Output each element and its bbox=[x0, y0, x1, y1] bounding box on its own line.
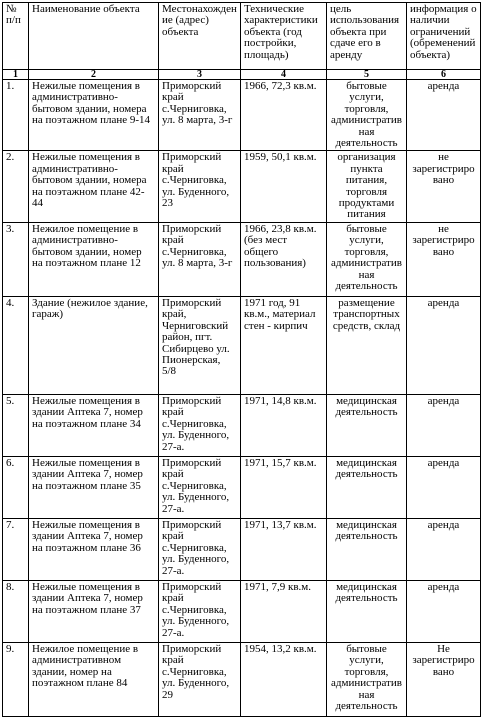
row-info-cell: аренда bbox=[407, 394, 481, 456]
row-name-cell: Нежилые помещения в здании Аптека 7, номер на поэтажном плане 37 bbox=[29, 580, 159, 642]
row-num-cell: 4. bbox=[3, 296, 29, 394]
column-number: 1 bbox=[3, 70, 29, 80]
row-num-cell: 3. bbox=[3, 222, 29, 296]
row-tech-cell: 1971, 7,9 кв.м. bbox=[241, 580, 327, 642]
row-purpose-cell: бытовые услуги, торговля, административная деятельность bbox=[327, 642, 407, 716]
row-tech-cell: 1966, 23,8 кв.м. (без мест общего пользования) bbox=[241, 222, 327, 296]
column-number: 5 bbox=[327, 70, 407, 80]
row-purpose-cell: организация пункта питания, торговля продуктами питания bbox=[327, 151, 407, 222]
row-name-cell: Нежилые помещения в административно-бытовом здании, номера на поэтажном плане 9-14 bbox=[29, 80, 159, 151]
row-address-cell: Приморский край с.Черниговка, ул. Буденного, 27-а. bbox=[159, 518, 241, 580]
row-address-cell: Приморский край с.Черниговка, ул. Буденного, 27-а. bbox=[159, 456, 241, 518]
row-num-cell: 9. bbox=[3, 642, 29, 716]
row-purpose-cell: бытовые услуги, торговля, административная деятельность bbox=[327, 80, 407, 151]
row-purpose-cell: медицинская деятельность bbox=[327, 456, 407, 518]
table-row bbox=[3, 222, 481, 296]
header-tech: Технические характеристики объекта (год постройки, площадь) bbox=[241, 3, 327, 70]
row-purpose-cell: бытовые услуги, торговля, административная деятельность bbox=[327, 222, 407, 296]
row-info-cell: аренда bbox=[407, 518, 481, 580]
row-num-cell: 7. bbox=[3, 518, 29, 580]
header-row bbox=[3, 3, 481, 70]
header-num: № п/п bbox=[3, 3, 29, 70]
column-number: 2 bbox=[29, 70, 159, 80]
row-address-cell: Приморский край с.Черниговка, ул. Буденного, 23 bbox=[159, 151, 241, 222]
row-tech-cell: 1971, 14,8 кв.м. bbox=[241, 394, 327, 456]
table-row bbox=[3, 518, 481, 580]
row-num-cell: 8. bbox=[3, 580, 29, 642]
column-number: 4 bbox=[241, 70, 327, 80]
row-tech-cell: 1971 год, 91 кв.м., материал стен - кирпич bbox=[241, 296, 327, 394]
row-info-cell: Не зарегистрировано bbox=[407, 642, 481, 716]
row-purpose-cell: размещение транспортных средств, склад bbox=[327, 296, 407, 394]
row-tech-cell: 1971, 13,7 кв.м. bbox=[241, 518, 327, 580]
row-address-cell: Приморский край с.Черниговка, ул. Буденного, 29 bbox=[159, 642, 241, 716]
row-purpose-cell: медицинская деятельность bbox=[327, 394, 407, 456]
row-info-cell: не зарегистрировано bbox=[407, 151, 481, 222]
row-name-cell: Нежилые помещения в здании Аптека 7, номер на поэтажном плане 34 bbox=[29, 394, 159, 456]
header-info: информация о наличии ограничений (обременений объекта) bbox=[407, 3, 481, 70]
row-info-cell: аренда bbox=[407, 580, 481, 642]
table-row bbox=[3, 456, 481, 518]
row-num-cell: 1. bbox=[3, 80, 29, 151]
row-name-cell: Здание (нежилое здание, гараж) bbox=[29, 296, 159, 394]
row-name-cell: Нежилые помещения в здании Аптека 7, номер на поэтажном плане 35 bbox=[29, 456, 159, 518]
row-num-cell: 5. bbox=[3, 394, 29, 456]
table-row bbox=[3, 394, 481, 456]
table-row bbox=[3, 642, 481, 716]
row-address-cell: Приморский край с.Черниговка, ул. 8 марта, 3-г bbox=[159, 222, 241, 296]
row-purpose-cell: медицинская деятельность bbox=[327, 518, 407, 580]
row-num-cell: 6. bbox=[3, 456, 29, 518]
row-name-cell: Нежилые помещения в административно-бытовом здании, номера на поэтажном плане 42-44 bbox=[29, 151, 159, 222]
row-address-cell: Приморский край с.Черниговка, ул. Буденного, 27-а. bbox=[159, 394, 241, 456]
column-numbers-row bbox=[3, 70, 481, 80]
column-number: 3 bbox=[159, 70, 241, 80]
row-tech-cell: 1959, 50,1 кв.м. bbox=[241, 151, 327, 222]
row-num-cell: 2. bbox=[3, 151, 29, 222]
table-row bbox=[3, 151, 481, 222]
property-table bbox=[2, 2, 481, 717]
header-purpose: цель использования объекта при сдаче его в аренду bbox=[327, 3, 407, 70]
row-address-cell: Приморский край с.Черниговка, ул. Буденного, 27-а. bbox=[159, 580, 241, 642]
table-row bbox=[3, 80, 481, 151]
table-row bbox=[3, 296, 481, 394]
row-tech-cell: 1971, 15,7 кв.м. bbox=[241, 456, 327, 518]
row-address-cell: Приморский край с.Черниговка, ул. 8 марта, 3-г bbox=[159, 80, 241, 151]
row-purpose-cell: медицинская деятельность bbox=[327, 580, 407, 642]
row-info-cell: не зарегистрировано bbox=[407, 222, 481, 296]
row-info-cell: аренда bbox=[407, 80, 481, 151]
row-name-cell: Нежилое помещение в административном здании, номер на поэтажном плане 84 bbox=[29, 642, 159, 716]
header-address: Местонахождение (адрес) объекта bbox=[159, 3, 241, 70]
row-tech-cell: 1954, 13,2 кв.м. bbox=[241, 642, 327, 716]
table-row bbox=[3, 580, 481, 642]
row-info-cell: аренда bbox=[407, 456, 481, 518]
column-number: 6 bbox=[407, 70, 481, 80]
row-tech-cell: 1966, 72,3 кв.м. bbox=[241, 80, 327, 151]
row-name-cell: Нежилые помещения в здании Аптека 7, номер на поэтажном плане 36 bbox=[29, 518, 159, 580]
header-name: Наименование объекта bbox=[29, 3, 159, 70]
row-address-cell: Приморский край, Черниговский район, пгт. Сибирцево ул. Пионерская, 5/8 bbox=[159, 296, 241, 394]
row-info-cell: аренда bbox=[407, 296, 481, 394]
row-name-cell: Нежилое помещение в административно-бытовом здании, номер на поэтажном плане 12 bbox=[29, 222, 159, 296]
